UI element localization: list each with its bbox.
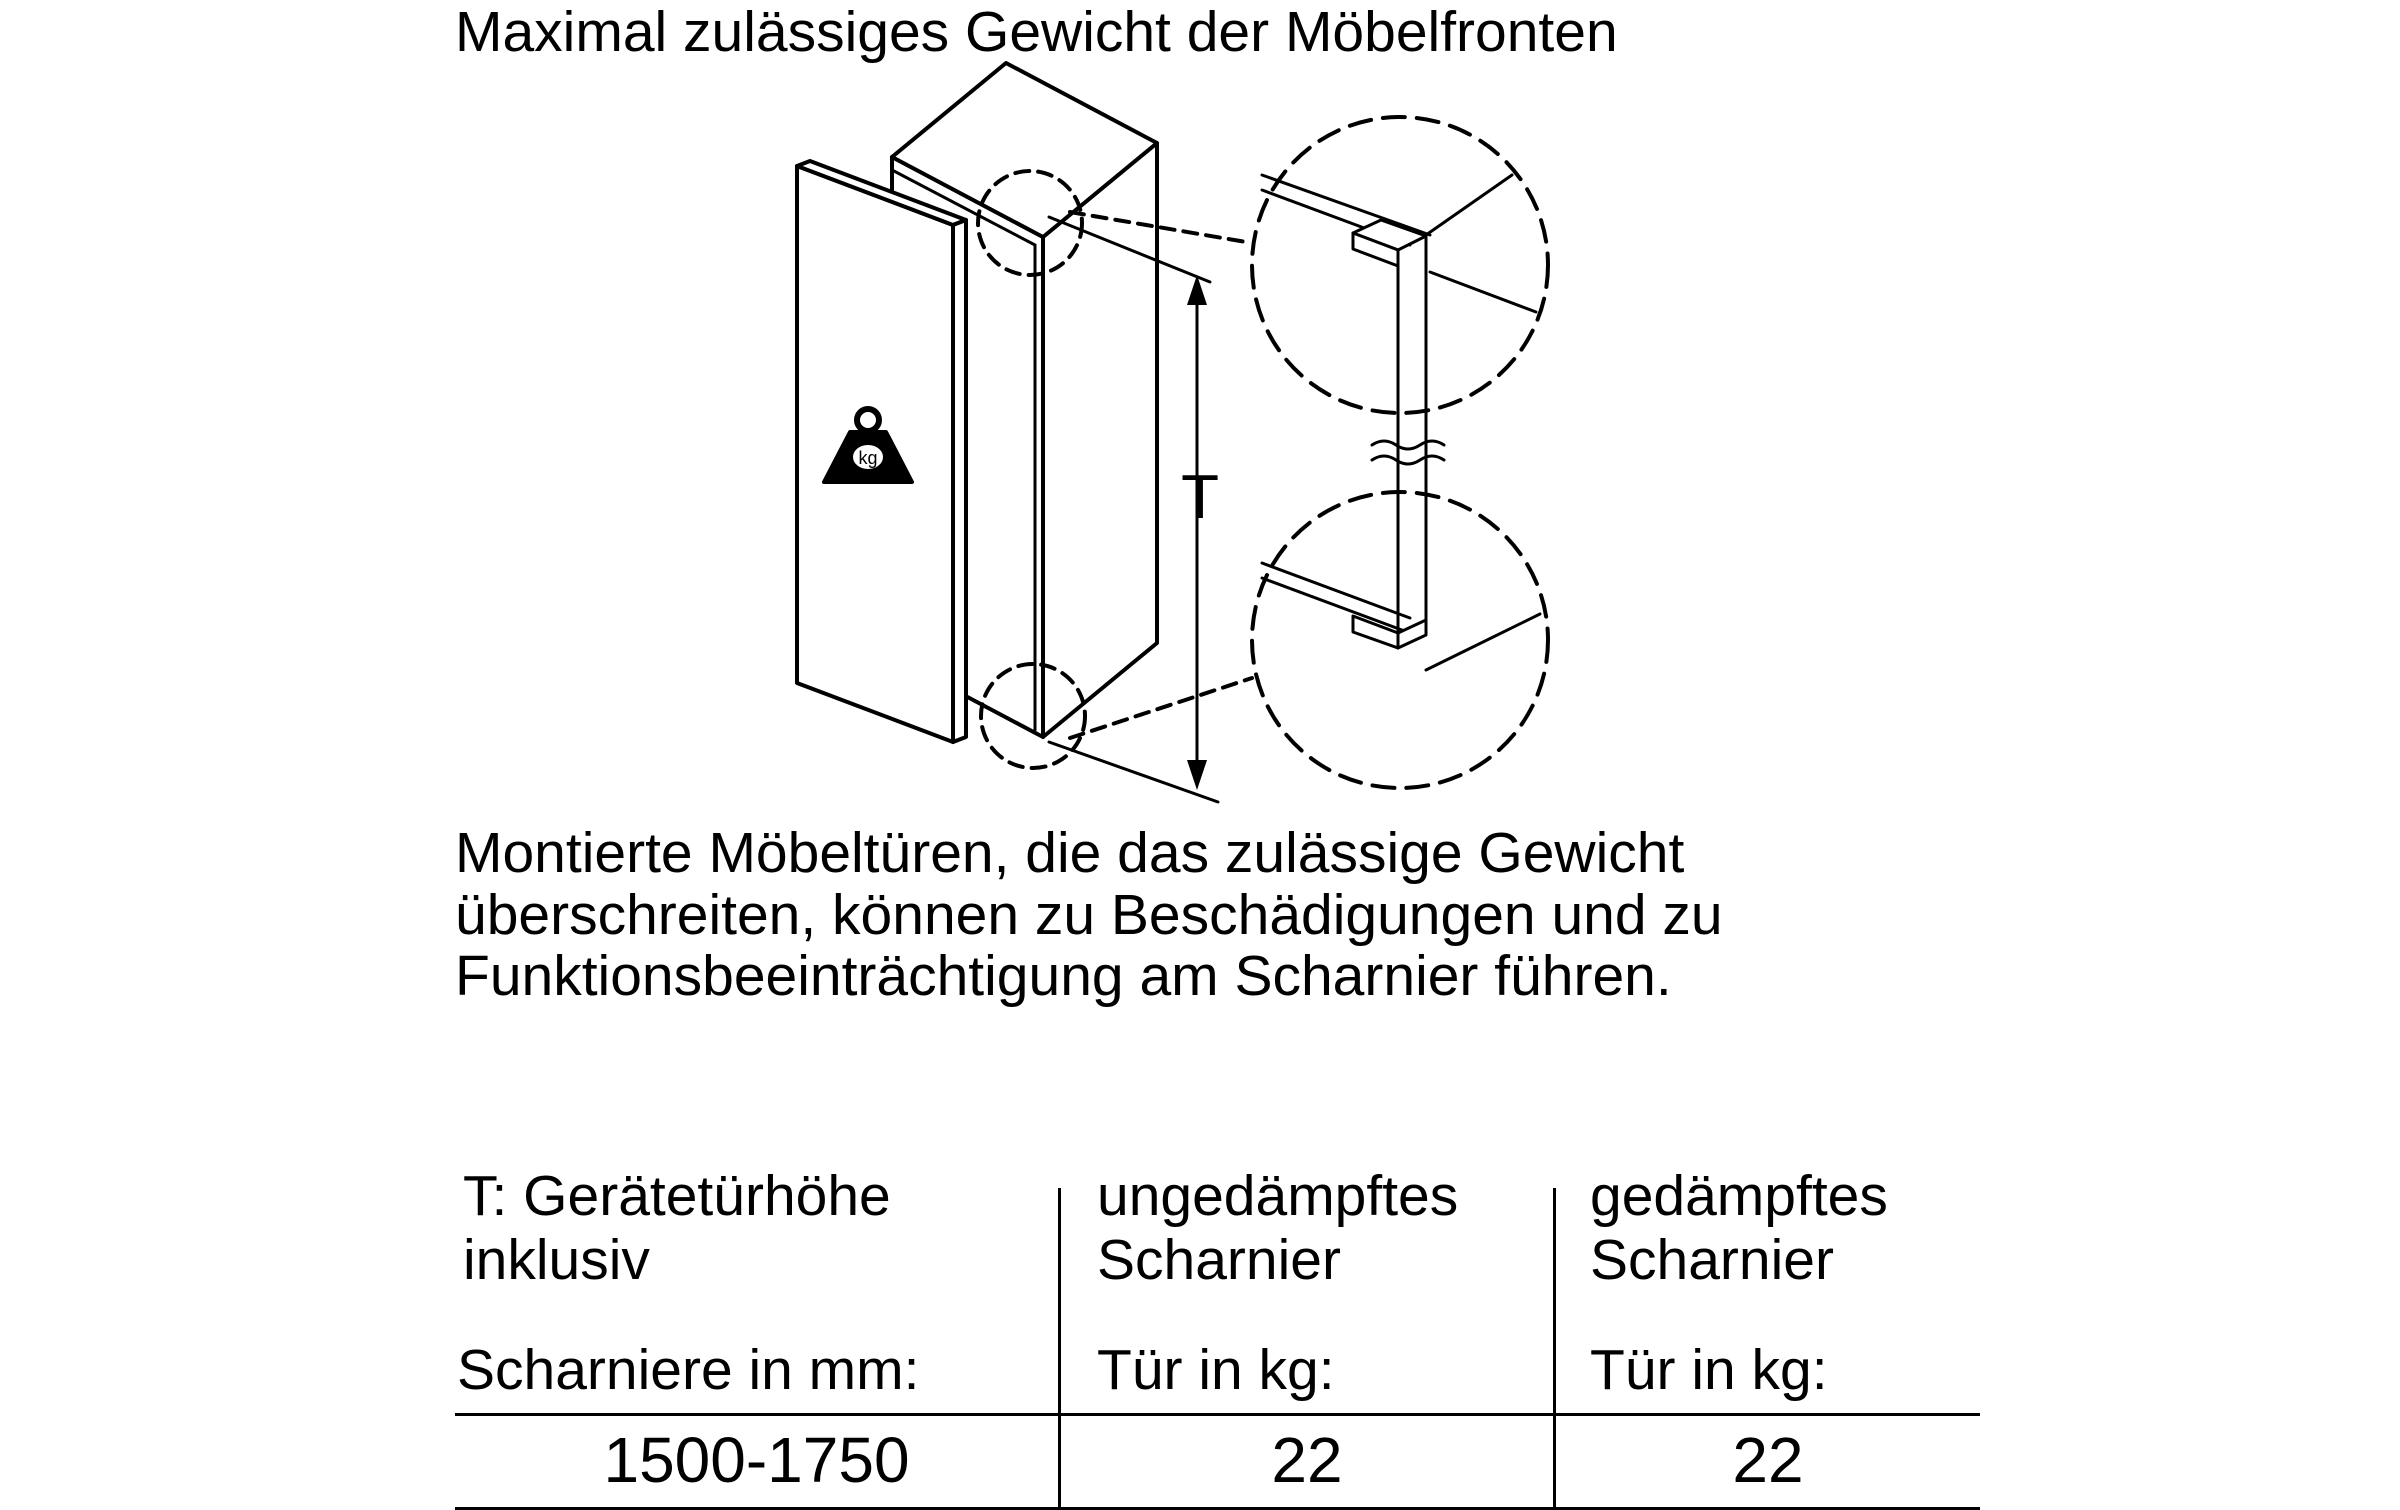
table-header-line: inklusiv [463, 1228, 650, 1292]
table-header-line: gedämpftes [1590, 1164, 1888, 1228]
weight-label: kg [858, 448, 878, 468]
table-header-unit: Tür in kg: [1590, 1338, 1828, 1402]
table-cell-damped-weight: 22 [1732, 1424, 1804, 1496]
warning-line: Funktionsbeeinträchtigung am Scharnier führen. [455, 944, 1672, 1008]
table-cell-height-range: 1500-1750 [603, 1424, 910, 1496]
dimension-t-label: T [1181, 463, 1219, 532]
table-header-line: T: Gerätetürhöhe [463, 1164, 891, 1228]
table-header-line: Scharnier [1097, 1228, 1341, 1292]
page-title: Maximal zulässiges Gewicht der Möbelfronten [455, 0, 1618, 64]
table-header-rule [455, 1413, 1980, 1416]
detail-circle-top-large [1252, 117, 1548, 413]
table-cell-undamped-weight: 22 [1271, 1424, 1343, 1496]
table-header-line: ungedämpftes [1097, 1164, 1459, 1228]
warning-text [455, 823, 2055, 1008]
table-header-unit: Tür in kg: [1097, 1338, 1335, 1402]
table-header-unit: Scharniere in mm: [457, 1338, 920, 1402]
table-header-line: Scharnier [1590, 1228, 1834, 1292]
warning-line: überschreiten, können zu Beschädigungen und zu [455, 882, 1723, 947]
warning-line: Montierte Möbeltüren, die das zulässige Gewicht [455, 821, 1685, 885]
